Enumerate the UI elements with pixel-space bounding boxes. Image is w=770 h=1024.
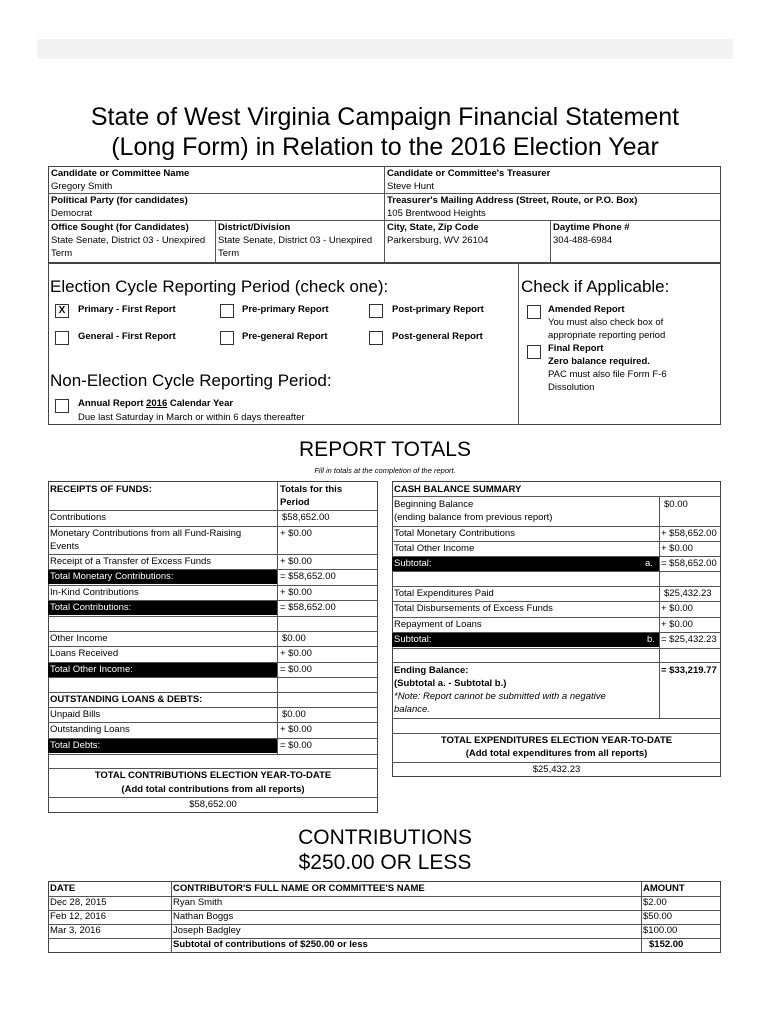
amended-report-label: Amended Report <box>548 304 625 315</box>
report-totals-sub: Fill in totals at the completion of the report. <box>314 466 456 475</box>
repayment-label: Repayment of Loans <box>394 619 482 630</box>
address-label: Treasurer's Mailing Address (Street, Route, or P.O. Box) <box>387 195 638 206</box>
post-primary-label: Post-primary Report <box>392 304 484 315</box>
treasurer-label: Candidate or Committee's Treasurer <box>387 168 551 179</box>
disbursements-value: + $0.00 <box>661 603 693 614</box>
col-name-header: CONTRIBUTOR'S FULL NAME OR COMMITTEE'S NAME <box>173 883 425 894</box>
general-first-checkbox[interactable] <box>55 331 69 345</box>
primary-first-checkbox[interactable]: X <box>55 304 69 318</box>
final-report-note: Zero balance required. <box>548 356 650 367</box>
beginning-balance-value: $0.00 <box>664 499 688 510</box>
post-primary-checkbox[interactable] <box>369 304 383 318</box>
col-date-header: DATE <box>50 883 76 894</box>
subtotal-small-value: $152.00 <box>649 939 684 950</box>
other-income-label: Other Income <box>50 633 108 644</box>
ending-balance-formula: (Subtotal a. - Subtotal b.) <box>394 678 507 689</box>
total-monetary-value: = $58,652.00 <box>280 571 336 582</box>
total-other-income-value: = $0.00 <box>280 664 312 675</box>
table-row-amount: $50.00 <box>643 911 673 922</box>
pre-primary-label: Pre-primary Report <box>242 304 329 315</box>
final-report-label: Final Report <box>548 343 604 354</box>
district-value-2: Term <box>218 248 240 259</box>
toi-label: Total Other Income <box>394 543 475 554</box>
annual-report-label: Annual Report 2016 Calendar Year <box>78 398 234 409</box>
tmc-value: + $58,652.00 <box>661 528 717 539</box>
beginning-balance-note: (ending balance from previous report) <box>394 512 553 523</box>
exp-ytd-heading: TOTAL EXPENDITURES ELECTION YEAR-TO-DATE <box>440 735 673 746</box>
table-row-date: Dec 28, 2015 <box>50 897 107 908</box>
phone-value: 304-488-6984 <box>553 235 613 246</box>
transfer-value: + $0.00 <box>280 556 312 567</box>
contributions-label: Contributions <box>50 512 106 523</box>
outstanding-loans-label: Outstanding Loans <box>50 724 130 735</box>
contrib-ytd-value: $58,652.00 <box>189 799 237 810</box>
monetary-fundraising-label-2: Events <box>50 541 80 552</box>
amended-report-checkbox[interactable] <box>527 305 541 319</box>
repayment-value: + $0.00 <box>661 619 693 630</box>
table-row-name: Nathan Boggs <box>173 911 234 922</box>
subtotal-small-label: Subtotal of contributions of $250.00 or less <box>173 939 368 950</box>
cash-summary-header: CASH BALANCE SUMMARY <box>394 484 522 495</box>
period-header-2: Period <box>280 497 310 508</box>
inkind-label: In-Kind Contributions <box>50 587 139 598</box>
report-totals-heading: REPORT TOTALS <box>299 438 471 461</box>
top-banner <box>37 39 733 59</box>
page-subtitle: (Long Form) in Relation to the 2016 Election Year <box>111 133 659 161</box>
beginning-balance-label: Beginning Balance <box>394 499 474 510</box>
ending-balance-value: = $33,219.77 <box>661 665 717 676</box>
annual-report-note: Due last Saturday in March or within 6 days thereafter <box>78 412 305 423</box>
outstanding-loans-value: + $0.00 <box>280 724 312 735</box>
post-general-label: Post-general Report <box>392 331 483 342</box>
period-header: Totals for this <box>280 484 343 495</box>
unpaid-bills-label: Unpaid Bills <box>50 709 101 720</box>
transfer-label: Receipt of a Transfer of Excess Funds <box>50 556 212 567</box>
table-row-name: Joseph Badgley <box>173 925 241 936</box>
loans-received-label: Loans Received <box>50 648 119 659</box>
subtotal-a-letter: a. <box>645 558 653 569</box>
subtotal-b-value: = $25,432.23 <box>661 634 717 645</box>
expenditures-label: Total Expenditures Paid <box>394 588 494 599</box>
total-contributions-label: Total Contributions: <box>48 601 277 615</box>
table-row-name: Ryan Smith <box>173 897 223 908</box>
contributions-subheading: $250.00 OR LESS <box>298 851 472 874</box>
pac-note-2: Dissolution <box>548 382 595 393</box>
annual-report-checkbox[interactable] <box>55 399 69 413</box>
subtotal-a-label: Subtotal: <box>392 557 659 571</box>
final-report-checkbox[interactable] <box>527 345 541 359</box>
contributions-value: $58,652.00 <box>282 512 330 523</box>
page-title: State of West Virginia Campaign Financial Statement <box>90 103 680 131</box>
district-value: State Senate, District 03 - Unexpired <box>218 235 373 246</box>
ending-balance-note-2: balance. <box>394 704 430 715</box>
ending-balance-label: Ending Balance: <box>394 665 469 676</box>
ending-balance-note: *Note: Report cannot be submitted with a negative <box>394 691 606 702</box>
monetary-fundraising-label: Monetary Contributions from all Fund-Raising <box>50 528 242 539</box>
table-row-date: Mar 3, 2016 <box>50 925 101 936</box>
party-value: Democrat <box>51 208 93 219</box>
disbursements-label: Total Disbursements of Excess Funds <box>394 603 553 614</box>
contributions-heading: CONTRIBUTIONS <box>298 826 472 849</box>
office-value-2: Term <box>51 248 73 259</box>
election-cycle-heading: Election Cycle Reporting Period (check one): <box>50 277 389 296</box>
contrib-ytd-subheading: (Add total contributions from all reports) <box>121 784 305 795</box>
total-debts-value: = $0.00 <box>280 740 312 751</box>
total-monetary-label: Total Monetary Contributions: <box>48 570 277 584</box>
pre-general-label: Pre-general Report <box>242 331 328 342</box>
table-row-date: Feb 12, 2016 <box>50 911 106 922</box>
candidate-name-label: Candidate or Committee Name <box>51 168 190 179</box>
exp-ytd-value: $25,432.23 <box>532 764 581 775</box>
subtotal-b-label: Subtotal: <box>392 633 659 647</box>
total-contributions-value: = $58,652.00 <box>280 602 336 613</box>
col-amount-header: AMOUNT <box>643 883 685 894</box>
phone-label: Daytime Phone # <box>553 222 630 233</box>
primary-first-label: Primary - First Report <box>78 304 176 315</box>
table-row-amount: $100.00 <box>643 925 678 936</box>
city-label: City, State, Zip Code <box>387 222 479 233</box>
party-label: Political Party (for candidates) <box>51 195 188 206</box>
amended-note-1: You must also check box of <box>548 317 664 328</box>
pre-primary-checkbox[interactable] <box>220 304 234 318</box>
candidate-name-value: Gregory Smith <box>51 181 113 192</box>
office-value: State Senate, District 03 - Unexpired <box>51 235 206 246</box>
other-income-value: $0.00 <box>282 633 306 644</box>
expenditures-value: $25,432.23 <box>664 588 712 599</box>
general-first-label: General - First Report <box>78 331 176 342</box>
treasurer-value: Steve Hunt <box>387 181 434 192</box>
total-debts-label: Total Debts: <box>48 739 277 753</box>
unpaid-bills-value: $0.00 <box>282 709 306 720</box>
toi-value: + $0.00 <box>661 543 693 554</box>
city-value: Parkersburg, WV 26104 <box>387 235 489 246</box>
subtotal-a-value: = $58,652.00 <box>661 558 717 569</box>
total-other-income-label: Total Other Income: <box>48 663 277 677</box>
tmc-label: Total Monetary Contributions <box>394 528 515 539</box>
address-value: 105 Brentwood Heights <box>387 208 486 219</box>
loans-received-value: + $0.00 <box>280 648 312 659</box>
exp-ytd-subheading: (Add total expenditures from all reports) <box>465 748 648 759</box>
post-general-checkbox[interactable] <box>369 331 383 345</box>
inkind-value: + $0.00 <box>280 587 312 598</box>
applicable-heading: Check if Applicable: <box>521 277 670 296</box>
receipts-header: RECEIPTS OF FUNDS: <box>50 484 152 495</box>
non-election-heading: Non-Election Cycle Reporting Period: <box>50 371 332 390</box>
office-label: Office Sought (for Candidates) <box>51 222 189 233</box>
district-label: District/Division <box>218 222 291 233</box>
pac-note-1: PAC must also file Form F-6 <box>548 369 667 380</box>
monetary-fundraising-value: + $0.00 <box>280 528 312 539</box>
subtotal-b-letter: b. <box>647 634 655 645</box>
contrib-ytd-heading: TOTAL CONTRIBUTIONS ELECTION YEAR-TO-DATE <box>94 770 332 781</box>
amended-note-2: appropriate reporting period <box>548 330 666 341</box>
pre-general-checkbox[interactable] <box>220 331 234 345</box>
outstanding-header: OUTSTANDING LOANS & DEBTS: <box>50 694 203 705</box>
table-row-amount: $2.00 <box>643 897 667 908</box>
